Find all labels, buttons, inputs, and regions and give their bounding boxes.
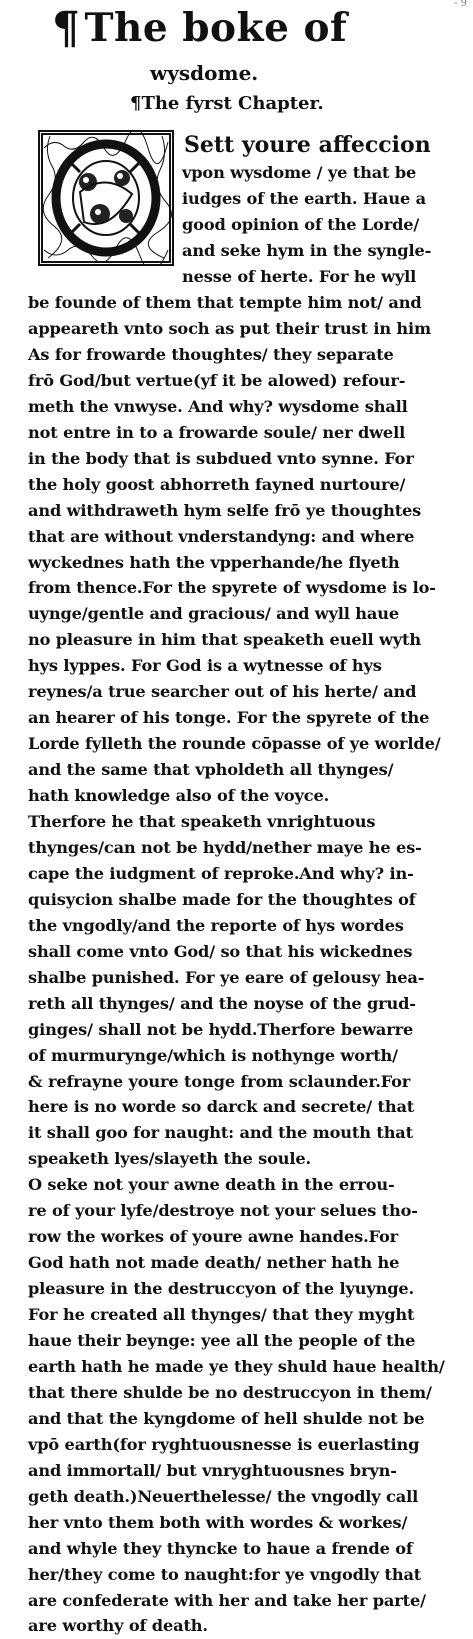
text-line: iudges of the earth. Haue a (182, 189, 426, 208)
text-line: and that the kyngdome of hell shulde not be (28, 1408, 425, 1428)
text-line: & refrayne youre tonge from sclaunder.For (28, 1071, 411, 1091)
text-line: and whyle they thyncke to haue a frende of (28, 1538, 413, 1558)
text-line: good opinion of the Lorde/ (182, 215, 420, 234)
text-line: reynes/a true searcher out of his herte/ and (28, 682, 417, 702)
text-line: are worthy of death. (28, 1616, 208, 1636)
text-line: O seke not your awne death in the errou- (28, 1175, 395, 1195)
text-line: nesse of herte. For he wyll (182, 267, 417, 286)
chapter-heading: ¶The fyrst Chapter. (130, 93, 324, 114)
text-line: haue their beynge: yee all the people of the (28, 1331, 416, 1350)
text-line: the holy goost abhorreth fayned nurtoure/ (28, 474, 406, 494)
text-line: here is no worde so darck and secrete/ that (28, 1097, 415, 1117)
text-line: and withdraweth hym selfe frō ye thoughtes (28, 500, 422, 520)
text-line: and immortall/ but vnryghtuousnes bryn- (28, 1460, 397, 1480)
text-line: be founde of them that tempte him not/ and (28, 293, 422, 312)
text-line: the vngodly/and the reporte of hys wordes (28, 915, 404, 935)
opening-line: Sett youre affeccion (184, 132, 431, 158)
text-line: God hath not made death/ nether hath he (28, 1253, 400, 1273)
text-line: meth the vnwyse. And why? wysdome shall (28, 396, 408, 416)
text-line: frō God/but vertue(yf it be alowed) refour- (28, 370, 406, 390)
text-line: shall come vnto God/ so that his wickednes (28, 941, 413, 961)
text-line: vpon wysdome / ye that be (182, 163, 417, 182)
text-line: quisycion shalbe made for the thoughtes of (28, 889, 416, 909)
text-line: earth hath he made ye they shuld haue health/ (28, 1356, 445, 1376)
text-line: Therfore he that speaketh vnrightuous (28, 812, 376, 831)
text-line: an hearer of his tonge. For the spyrete of the (28, 708, 430, 728)
page-number: - 9 (454, 0, 467, 9)
text-line: not entre in to a frowarde soule/ ner dwell (28, 422, 406, 442)
text-line: thynges/can not be hydd/nether maye he es- (28, 837, 422, 857)
book-subtitle: wysdome. (150, 61, 259, 85)
book-title (52, 4, 347, 53)
text-line: ginges/ shall not be hydd.Therfore bewarre (28, 1019, 414, 1039)
text-line: speaketh lyes/slayeth the soule. (28, 1149, 311, 1169)
text-line: Lorde fylleth the rounde cōpasse of ye worlde/ (28, 734, 441, 754)
text-line: no pleasure in him that speaketh euell wyth (28, 630, 421, 650)
text-line: that are without vnderstandyng: and where (28, 526, 415, 546)
text-line: in the body that is subdued vnto synne. For (28, 448, 414, 468)
text-line: that there shulde be no destruccyon in them/ (28, 1382, 432, 1402)
text-line: appeareth vnto soch as put their trust in him (28, 318, 432, 338)
text-line: As for frowarde thoughtes/ they separate (28, 344, 394, 364)
paragraph-mark-icon: ¶ (52, 3, 81, 54)
book-title-text: The boke of (84, 5, 348, 51)
text-line: and seke hym in the syngle- (182, 241, 432, 260)
text-line: and the same that vpholdeth all thynges/ (28, 760, 394, 780)
text-line: of murmurynge/which is nothynge worth/ (28, 1045, 398, 1065)
text-line: re of your lyfe/destroye not your selues tho- (28, 1201, 418, 1221)
text-line: pleasure in the destruccyon of the lyuynge. (28, 1279, 415, 1299)
text-line: her vnto them both with wordes & workes/ (28, 1512, 408, 1532)
text-line: reth all thynges/ and the noyse of the grud- (28, 993, 416, 1013)
text-line: hath knowledge also of the voyce. (28, 786, 330, 806)
text-line: from thence.For the spyrete of wysdome is lo- (28, 578, 436, 598)
text-line: vpō earth(for ryghtuousnesse is euerlasting (28, 1434, 420, 1454)
text-line: shalbe punished. For ye eare of gelousy hea- (28, 967, 425, 987)
text-line: cape the iudgment of reproke.And why? in- (28, 863, 414, 883)
text-line: wyckednes hath the vpperhande/he flyeth (28, 552, 400, 572)
text-line: it shall goo for naught: and the mouth that (28, 1123, 413, 1143)
woodcut-initial-o-icon (38, 130, 174, 266)
text-line: hys lyppes. For God is a wytnesse of hys (28, 656, 382, 676)
text-line: uynge/gentle and gracious/ and wyll haue (28, 604, 400, 624)
text-line: geth death.)Neuerthelesse/ the vngodly call (28, 1486, 419, 1506)
text-line: row the workes of youre awne handes.For (28, 1227, 399, 1247)
text-line: her/they come to naught:for ye vngodly that (28, 1564, 422, 1584)
text-line: are confederate with her and take her parte/ (28, 1590, 426, 1610)
text-line: For he created all thynges/ that they myght (28, 1305, 415, 1325)
initial-ornament (40, 132, 172, 264)
